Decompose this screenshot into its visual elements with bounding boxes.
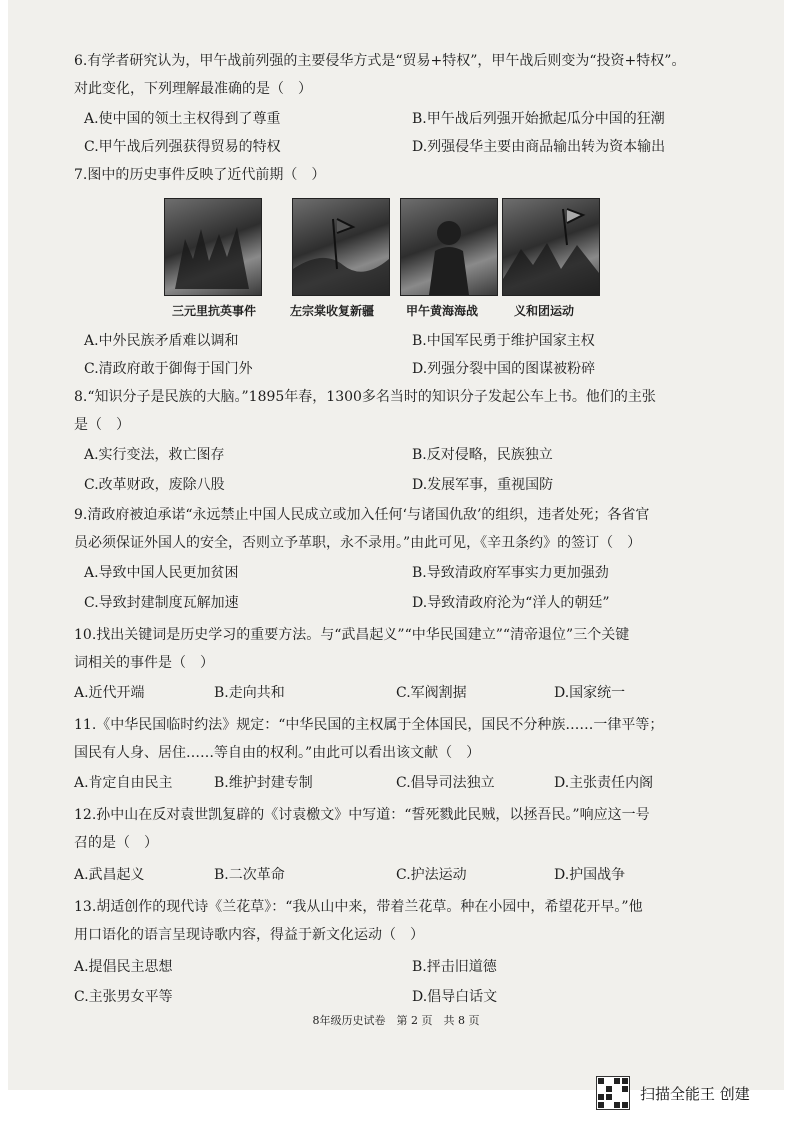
question-12-option-a: A.武昌起义 — [74, 867, 145, 883]
photo-yellow-sea-battle — [400, 198, 498, 296]
question-13-option-c: C.主张男女平等 — [74, 989, 173, 1005]
question-13-option-b: B.抨击旧道德 — [412, 959, 497, 975]
question-6-option-d: D.列强侵华主要由商品输出转为资本输出 — [412, 139, 666, 155]
scanner-watermark — [596, 1076, 750, 1110]
question-9-option-c: C.导致封建制度瓦解加速 — [84, 595, 239, 611]
question-12-option-b: B.二次革命 — [214, 867, 285, 883]
question-10-stem: 10.找出关键词是历史学习的重要方法。与“武昌起义”“中华民国建立”“清帝退位”三个关键 — [74, 627, 630, 643]
question-11-option-d: D.主张责任内阁 — [554, 775, 654, 791]
question-10-option-c: C.军阀割据 — [396, 685, 467, 701]
question-8-option-c: C.改革财政，废除八股 — [84, 477, 225, 493]
question-6-option-b: B.甲午战后列强开始掀起瓜分中国的狂潮 — [412, 111, 665, 127]
question-7-option-a: A.中外民族矛盾难以调和 — [84, 333, 239, 349]
question-13-option-d: D.倡导白话文 — [412, 989, 498, 1005]
question-10-option-d: D.国家统一 — [554, 685, 626, 701]
question-13-stem-cont: 用口语化的语言呈现诗歌内容，得益于新文化运动（ ） — [74, 927, 424, 943]
qr-code-icon — [596, 1076, 630, 1110]
caption-sanyuanli: 三元里抗英事件 — [172, 304, 257, 318]
question-11-stem-cont: 国民有人身、居住……等自由的权利。”由此可以看出该文献（ ） — [74, 745, 481, 761]
question-10-option-b: B.走向共和 — [214, 685, 285, 701]
question-13-stem: 13.胡适创作的现代诗《兰花草》：“我从山中来，带着兰花草。种在小园中，希望花开早。”他 — [74, 899, 643, 915]
question-8-stem-cont: 是（ ） — [74, 417, 130, 433]
question-11-option-c: C.倡导司法独立 — [396, 775, 495, 791]
photo-sanyuanli — [164, 198, 262, 296]
question-8-stem: 8.“知识分子是民族的大脑。”1895年春，1300多名当时的知识分子发起公车上书。他们的主张 — [74, 389, 656, 405]
question-7-option-d: D.列强分裂中国的图谋被粉碎 — [412, 361, 596, 377]
page-footer: 8年级历史试卷 第 2 页 共 8 页 — [312, 1014, 480, 1027]
question-9-option-a: A.导致中国人民更加贫困 — [84, 565, 239, 581]
question-12-stem: 12.孙中山在反对袁世凯复辟的《讨袁檄文》中写道：“誓死戮此民贼，以拯吾民。”响应这一号 — [74, 807, 650, 823]
caption-xinjiang: 左宗棠收复新疆 — [290, 304, 375, 318]
question-7-option-b: B.中国军民勇于维护国家主权 — [412, 333, 595, 349]
exam-page — [8, 0, 784, 1090]
question-8-option-a: A.实行变法，救亡图存 — [84, 447, 225, 463]
question-12-stem-cont: 召的是（ ） — [74, 835, 158, 851]
question-13-option-a: A.提倡民主思想 — [74, 959, 173, 975]
question-11-option-b: B.维护封建专制 — [214, 775, 313, 791]
question-9-option-d: D.导致清政府沦为“洋人的朝廷” — [412, 595, 610, 611]
scanner-label: 扫描全能王 创建 — [640, 1084, 750, 1103]
question-11-option-a: A.肯定自由民主 — [74, 775, 173, 791]
question-10-stem-cont: 词相关的事件是（ ） — [74, 655, 214, 671]
photo-boxer-movement — [502, 198, 600, 296]
question-11-stem: 11.《中华民国临时约法》规定：“中华民国的主权属于全体国民，国民不分种族……一律平等； — [74, 717, 664, 733]
question-6-option-a: A.使中国的领土主权得到了尊重 — [84, 111, 281, 127]
question-9-option-b: B.导致清政府军事实力更加强劲 — [412, 565, 609, 581]
photo-xinjiang — [292, 198, 390, 296]
question-9-stem: 9.清政府被迫承诺“永远禁止中国人民成立或加入任何‘与诸国仇敌’的组织，违者处死；各省官 — [74, 507, 650, 523]
question-8-option-d: D.发展军事，重视国防 — [412, 477, 554, 493]
question-6-option-c: C.甲午战后列强获得贸易的特权 — [84, 139, 281, 155]
history-photos — [164, 198, 614, 296]
question-8-option-b: B.反对侵略，民族独立 — [412, 447, 553, 463]
caption-yellow-sea-battle: 甲午黄海海战 — [406, 304, 479, 318]
question-10-option-a: A.近代开端 — [74, 685, 145, 701]
question-6-stem: 6.有学者研究认为，甲午战前列强的主要侵华方式是“贸易+特权”，甲午战后则变为“投资+特权”。 — [74, 53, 686, 69]
question-12-option-d: D.护国战争 — [554, 867, 626, 883]
question-7-stem: 7.图中的历史事件反映了近代前期（ ） — [74, 167, 326, 183]
question-7-option-c: C.清政府敢于御侮于国门外 — [84, 361, 253, 377]
question-6-stem-cont: 对此变化，下列理解最准确的是（ ） — [74, 81, 312, 97]
question-9-stem-cont: 员必须保证外国人的安全，否则立予革职，永不录用。”由此可见，《辛丑条约》的签订（ ） — [74, 535, 642, 551]
question-12-option-c: C.护法运动 — [396, 867, 467, 883]
caption-boxer-movement: 义和团运动 — [514, 304, 575, 318]
